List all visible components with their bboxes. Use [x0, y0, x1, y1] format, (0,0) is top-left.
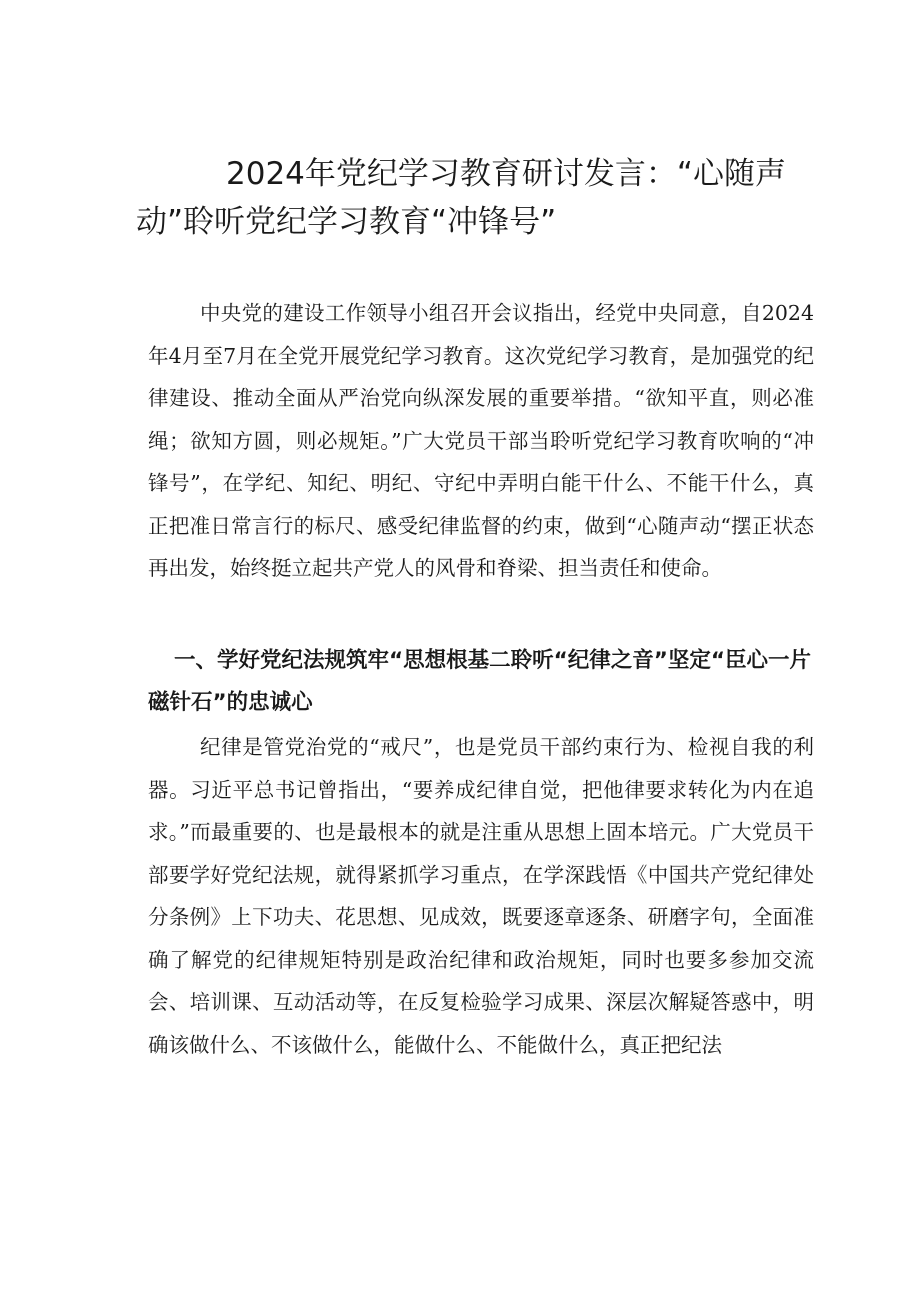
paragraph-intro: 中央党的建设工作领导小组召开会议指出，经党中央同意，自2024年4月至7月在全党开展党纪学习教育。这次党纪学习教育，是加强党的纪律建设、推动全面从严治党向纵深发展的重要举措。“欲知平直，则必准绳；欲知方圆，则必规矩。”广大党员干部当聆听党纪学习教育吹响的“冲锋号”，在学纪、知纪、明纪、守纪中弄明白能干什么、不能干什么，真正把准日常言行的标尺、感受纪律监督的约束，做到“心随声动“摆正状态再出发，始终挺立起共产党人的风骨和脊梁、担当责任和使命。 [148, 301, 814, 580]
document-title: 2024年党纪学习教育研讨发言：“心随声动”聆听党纪学习教育“冲锋号” [136, 156, 786, 240]
section-heading-1: 一、学好党纪法规筑牢“思想根基二聆听“纪律之音”坚定“臣心一片磁针石”的忠诚心 [148, 648, 812, 715]
paragraph-section-1: 纪律是管党治党的“戒尺”，也是党员干部约束行为、检视自我的利器。习近平总书记曾指出，“要养成纪律自觉，把他律要求转化为内在追求。”而最重要的、也是最根本的就是注重从思想上固本培元。广大党员干部要学好党纪法规，就得紧抓学习重点，在学深践悟《中国共产党纪律处分条例》上下功夫、花思想、见成效，既要逐章逐条、研磨字句，全面准确了解党的纪律规矩特别是政治纪律和政治规矩，同时也要多参加交流会、培训课、互动活动等，在反复检验学习成果、深层次解疑答惑中，明确该做什么、不该做什么，能做什么、不能做什么，真正把纪法 [148, 735, 814, 1057]
